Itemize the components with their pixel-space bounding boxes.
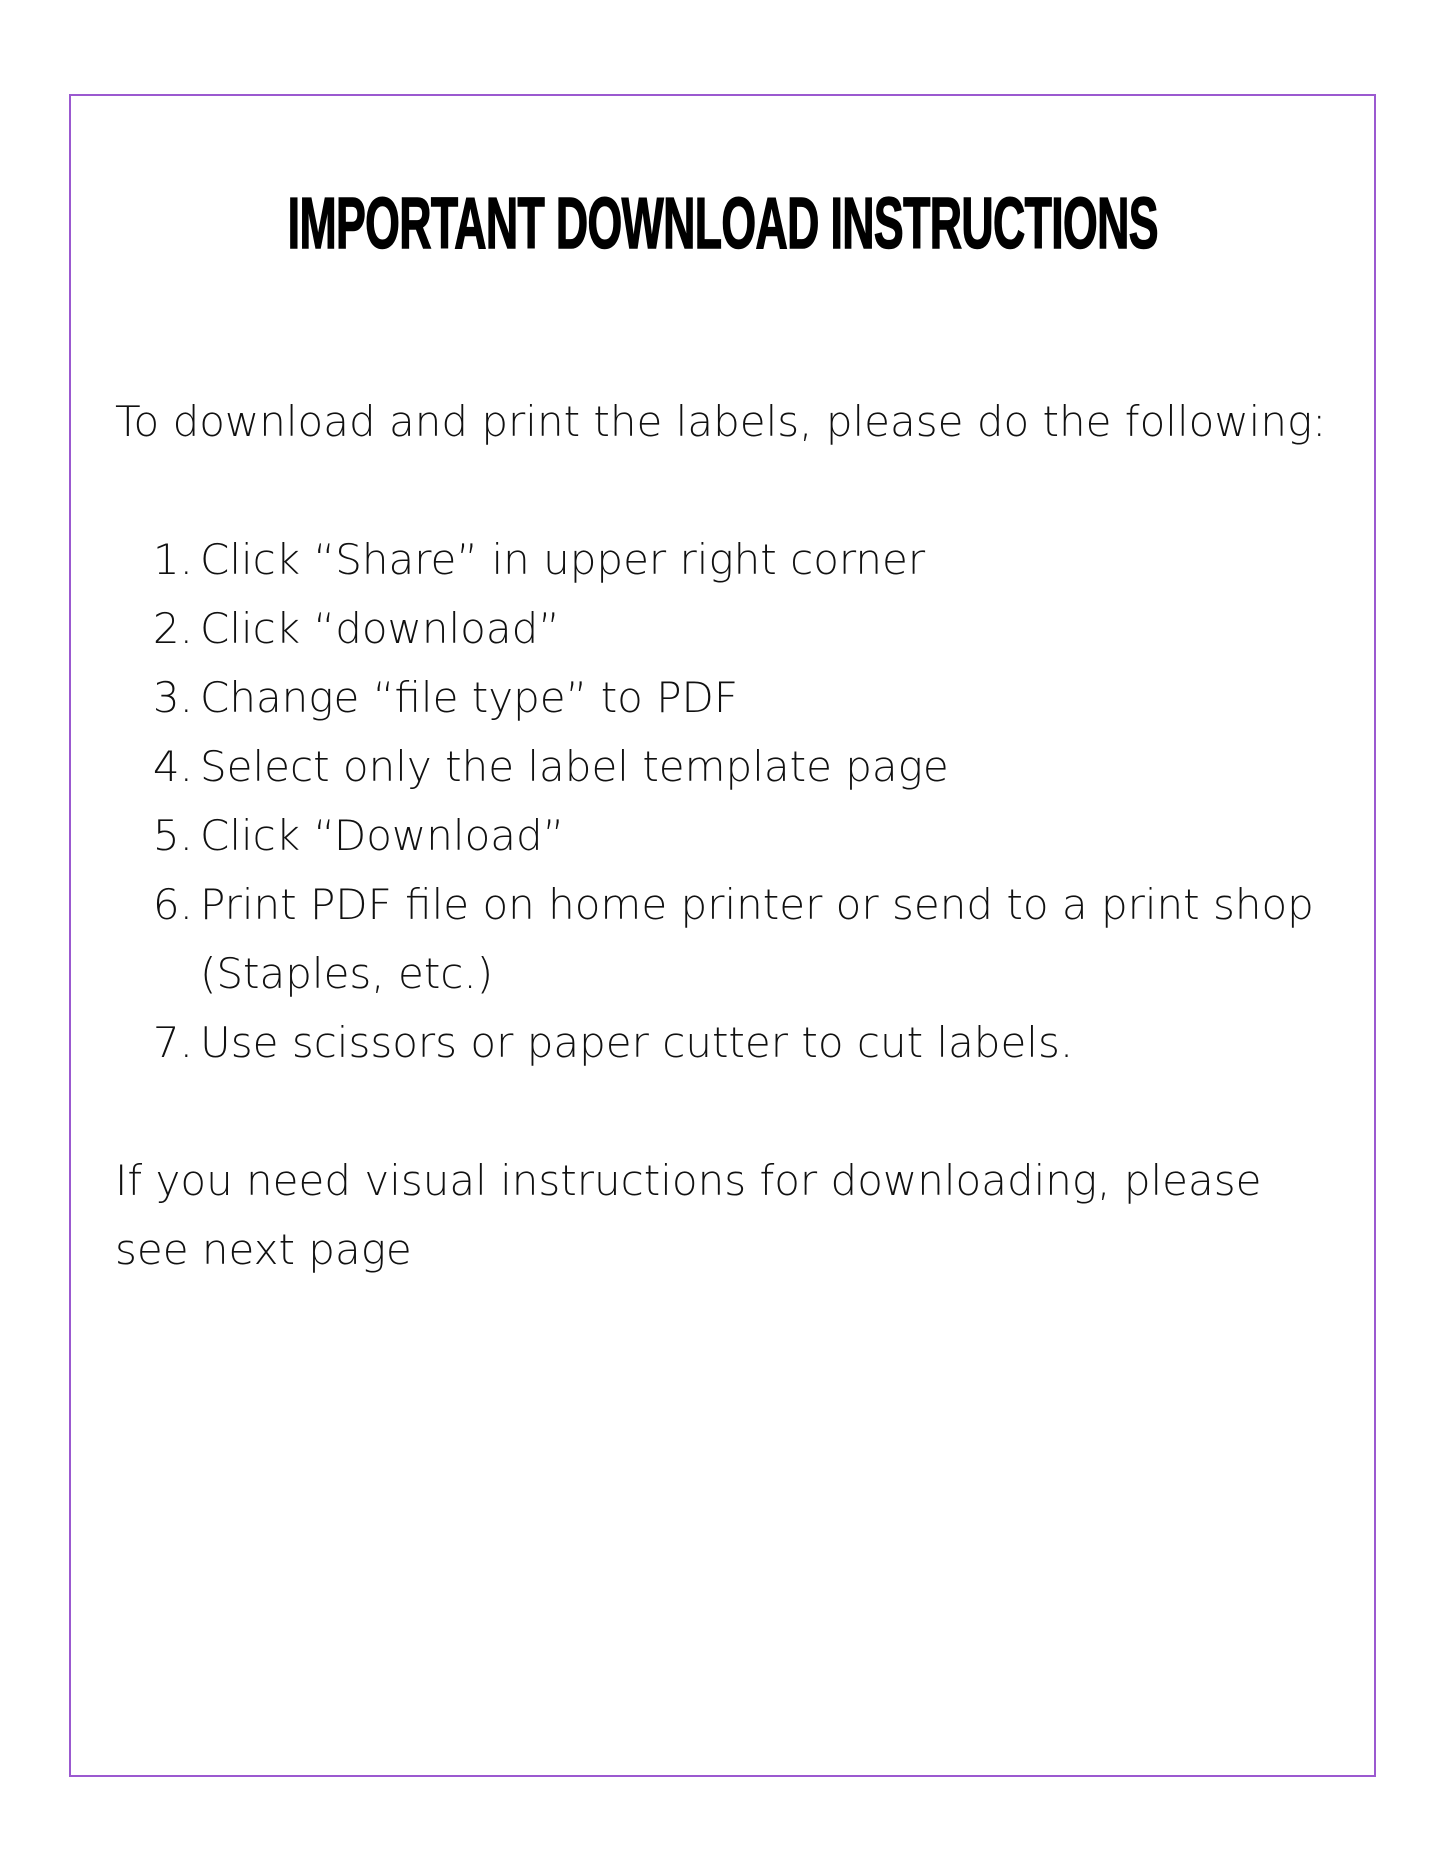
- step-number: 4.: [152, 742, 193, 791]
- list-item: [115, 663, 1340, 732]
- step-text: Click “download”: [200, 604, 561, 653]
- step-number: 6.: [152, 880, 193, 929]
- step-number: 7.: [152, 1018, 193, 1067]
- page-title: [0, 184, 1445, 264]
- step-number: 5.: [152, 811, 193, 860]
- intro-paragraph: To download and print the labels, please do the following:: [115, 397, 1327, 446]
- step-number: 2.: [152, 604, 193, 653]
- list-item: [115, 525, 1340, 594]
- step-text: Print PDF file on home printer or send to a print shop (Staples, etc.): [200, 880, 1314, 998]
- step-text: Change “file type” to PDF: [200, 673, 739, 722]
- step-text: Use scissors or paper cutter to cut labels.: [200, 1018, 1074, 1067]
- steps-list: [115, 525, 1340, 1077]
- step-number: 3.: [152, 673, 193, 722]
- title-text: IMPORTANT DOWNLOAD INSTRUCTIONS: [287, 184, 1158, 264]
- list-item: [115, 594, 1340, 663]
- step-text: Click “Download”: [200, 811, 565, 860]
- list-item: [115, 1008, 1340, 1077]
- step-text: Select only the label template page: [200, 742, 949, 791]
- outro-paragraph: If you need visual instructions for downloading, please see next page: [115, 1156, 1262, 1274]
- step-text: Click “Share” in upper right corner: [200, 535, 926, 584]
- step-number: 1.: [152, 535, 193, 584]
- list-item: [115, 870, 1340, 1008]
- instructions-body: [115, 387, 1340, 1284]
- list-item: [115, 801, 1340, 870]
- list-item: [115, 732, 1340, 801]
